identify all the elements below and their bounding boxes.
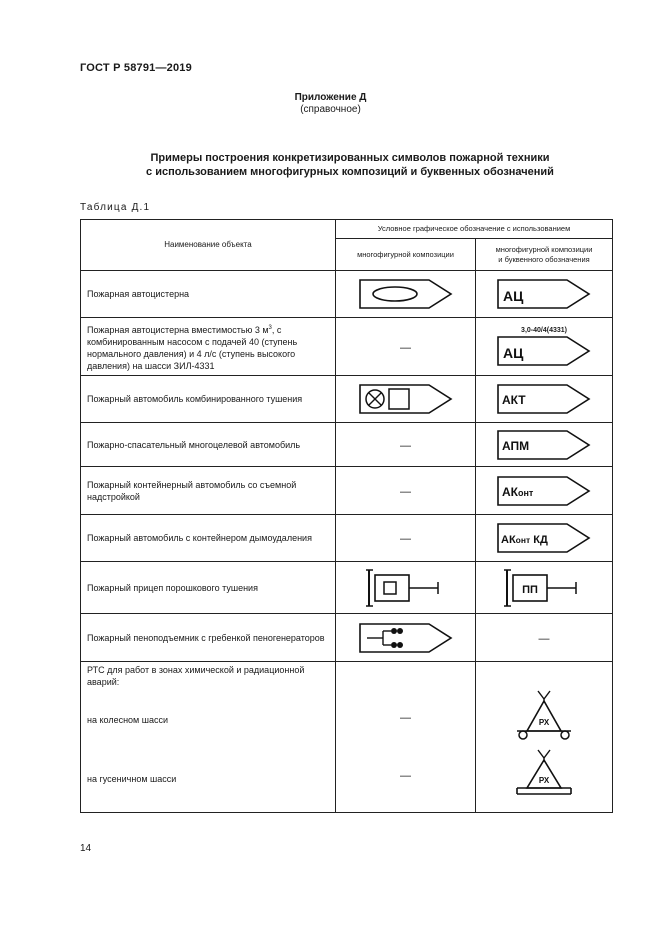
rts-tracked: на гусеничном шасси <box>87 774 177 784</box>
table-row <box>81 662 613 813</box>
combined-letter-symbol-icon <box>497 384 591 414</box>
heading-line-1: Примеры построения конкретизированных символов пожарной техники <box>150 152 550 164</box>
dash: — <box>538 632 550 645</box>
row-name: Пожарный прицеп порошкового тушения <box>81 562 336 614</box>
table-row <box>81 271 613 318</box>
row-name: Пожарный пеноподъемник с гребенкой пеногенераторов <box>81 614 336 662</box>
table-row <box>81 423 613 467</box>
symbol-letters: АКонт <box>502 484 534 499</box>
symbol-letter-empty <box>476 614 613 662</box>
appendix-name: Приложение Д <box>294 92 367 103</box>
symbol-multi-empty <box>336 467 476 515</box>
symbol-letter <box>476 376 613 423</box>
powder-trailer-symbol-icon <box>366 568 446 608</box>
powder-trailer-letter-symbol-icon <box>504 568 584 608</box>
symbol-letter <box>476 271 613 318</box>
foam-lift-symbol-icon <box>359 623 453 653</box>
symbol-letters: АКТ <box>502 393 526 407</box>
symbol-letters: ПП <box>522 583 538 596</box>
symbol-multi-empty <box>336 423 476 467</box>
symbol-letter <box>476 423 613 467</box>
symbol-multi-empty <box>336 515 476 562</box>
col-header-group: Условное графическое обозначение с использованием <box>336 220 613 239</box>
dash: — <box>400 341 411 354</box>
row-name <box>81 318 336 376</box>
container-letter-symbol-icon <box>497 476 591 506</box>
row-name: Пожарный автомобиль с контейнером дымоудаления <box>81 515 336 562</box>
dash: — <box>400 439 411 452</box>
col-header-multi: многофигурной композиции <box>336 239 476 271</box>
row-name <box>81 662 336 813</box>
symbol-letter <box>476 467 613 515</box>
row-name: Пожарный контейнерный автомобиль со съемной надстройкой <box>81 467 336 515</box>
smoke-removal-letter-symbol-icon <box>497 523 591 553</box>
symbol-letters: АЦ <box>503 288 524 304</box>
page-number: 14 <box>80 843 92 854</box>
section-heading <box>60 151 640 179</box>
symbol-note: 3,0-40/4(4331) <box>521 327 567 334</box>
col-header-name: Наименование объекта <box>81 220 336 271</box>
symbol-letters: АЦ <box>503 345 524 361</box>
symbol-letters: АКонт КД <box>501 534 548 546</box>
row-name-part-b: , с комбинированным насосом с подачей 40 (ступень нормального давления) и 4 л/с (ступень высокого давления) на шасси ЗИЛ-4331 <box>87 324 298 371</box>
rts-wheeled: на колесном шасси <box>87 715 168 725</box>
tanker-letter-symbol-icon <box>497 279 591 309</box>
symbol-letters: АПМ <box>502 438 530 453</box>
table-label: Таблица Д.1 <box>80 202 151 213</box>
rts-wheeled-symbol-icon <box>516 689 572 741</box>
symbol-multi <box>336 614 476 662</box>
table-row <box>81 318 613 376</box>
document-code: ГОСТ Р 58791—2019 <box>80 62 192 74</box>
table-row <box>81 515 613 562</box>
dash: — <box>400 533 411 545</box>
symbol-letters: РХ <box>538 718 550 727</box>
tanker-letter-symbol-icon <box>497 336 591 366</box>
col-header-multi-letter <box>476 239 613 271</box>
dash: — <box>400 712 411 724</box>
table-row <box>81 467 613 515</box>
symbol-letter <box>476 662 613 813</box>
symbol-multi <box>336 271 476 318</box>
rescue-letter-symbol-icon <box>497 430 591 460</box>
symbol-letter <box>476 318 613 376</box>
row-name-part-a: Пожарная автоцистерна вместимостью 3 м <box>87 324 269 335</box>
symbol-letters: РХ <box>538 776 550 785</box>
combined-extinguishing-symbol-icon <box>359 384 453 414</box>
symbol-letter <box>476 562 613 614</box>
appendix-title <box>0 92 661 116</box>
appendix-note: (справочное) <box>300 104 361 115</box>
table-row <box>81 562 613 614</box>
symbol-multi <box>336 562 476 614</box>
dash: — <box>400 770 411 782</box>
table-row <box>81 614 613 662</box>
dash: — <box>400 485 411 498</box>
symbol-multi-empty <box>336 318 476 376</box>
rts-tracked-symbol-icon <box>516 748 572 798</box>
heading-line-2: с использованием многофигурных композиций и буквенных обозначений <box>146 166 554 178</box>
symbol-multi-empty <box>336 662 476 813</box>
row-name: Пожарная автоцистерна <box>81 271 336 318</box>
col-header-multi-letter-line-2: и буквенного обозначения <box>498 254 590 264</box>
symbols-table <box>80 219 613 813</box>
row-name-superscript: 3 <box>268 324 272 331</box>
symbol-letter <box>476 515 613 562</box>
row-name: Пожарно-спасательный многоцелевой автомобиль <box>81 423 336 467</box>
table-row <box>81 376 613 423</box>
symbol-multi <box>336 376 476 423</box>
col-header-multi-letter-line-1: многофигурной композиции <box>495 244 593 254</box>
rts-title: РТС для работ в зонах химической и радиационной аварий: <box>87 665 305 687</box>
tanker-symbol-icon <box>359 279 453 309</box>
row-name: Пожарный автомобиль комбинированного тушения <box>81 376 336 423</box>
